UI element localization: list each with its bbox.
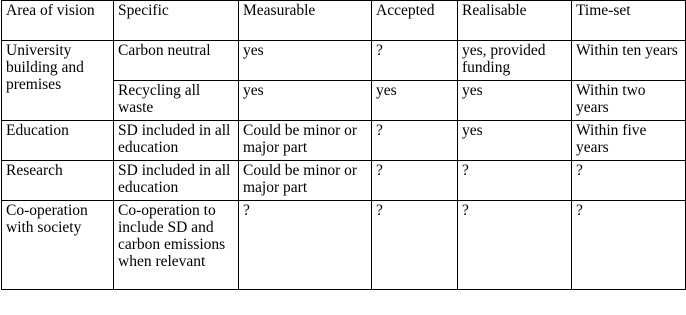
cell-specific: Co-operation to include SD and carbon emissions when relevant [114, 201, 239, 290]
cell-time-set: ? [572, 201, 686, 290]
smart-goals-table [1, 0, 686, 290]
cell-realisable: yes [458, 81, 572, 121]
cell-time-set: Within five years [572, 121, 686, 161]
cell-accepted: ? [372, 41, 458, 81]
cell-measurable: Could be minor or major part [239, 161, 372, 201]
cell-specific: Recycling all waste [114, 81, 239, 121]
cell-time-set: ? [572, 161, 686, 201]
cell-specific: SD included in all education [114, 121, 239, 161]
cell-specific: Carbon neutral [114, 41, 239, 81]
cell-area: Co-operation with society [2, 201, 114, 290]
cell-accepted: ? [372, 161, 458, 201]
cell-accepted: ? [372, 121, 458, 161]
cell-measurable: yes [239, 41, 372, 81]
cell-time-set: Within two years [572, 81, 686, 121]
cell-area: University building and premises [2, 41, 114, 121]
header-measurable: Measurable [239, 1, 372, 41]
cell-area: Education [2, 121, 114, 161]
table-header-row [2, 1, 686, 41]
table-row [2, 41, 686, 81]
table-row [2, 121, 686, 161]
header-time-set: Time-set [572, 1, 686, 41]
table-row [2, 201, 686, 290]
cell-area: Research [2, 161, 114, 201]
header-specific: Specific [114, 1, 239, 41]
cell-measurable: Could be minor or major part [239, 121, 372, 161]
header-accepted: Accepted [372, 1, 458, 41]
cell-accepted: yes [372, 81, 458, 121]
cell-time-set: Within ten years [572, 41, 686, 81]
cell-realisable: yes [458, 121, 572, 161]
cell-realisable: ? [458, 161, 572, 201]
table-row [2, 161, 686, 201]
header-realisable: Realisable [458, 1, 572, 41]
cell-specific: SD included in all education [114, 161, 239, 201]
cell-accepted: ? [372, 201, 458, 290]
cell-measurable: ? [239, 201, 372, 290]
cell-measurable: yes [239, 81, 372, 121]
header-area-of-vision: Area of vision [2, 1, 114, 41]
cell-realisable: ? [458, 201, 572, 290]
cell-realisable: yes, provided funding [458, 41, 572, 81]
